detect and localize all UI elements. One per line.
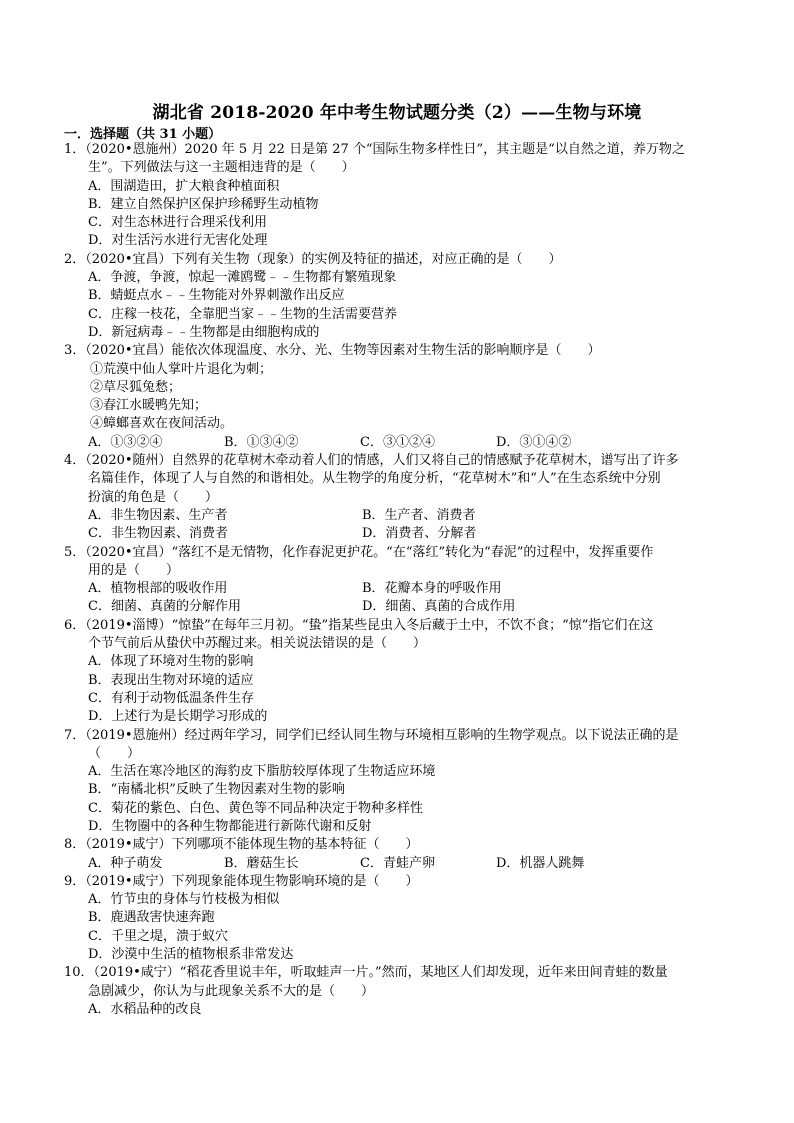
question-stem: 6．（2019•淄博）“惊蛰”在每年三月初。“蛰”指某些昆虫入冬后藏于土中，不饮不食；“惊”指它们在这 bbox=[64, 617, 654, 633]
option-c: C．千里之堤，溃于蚁穴 bbox=[88, 928, 228, 944]
section-heading: 一．选择题（共 31 小题） bbox=[64, 127, 222, 142]
statement-item: ③春江水暖鸭先知； bbox=[90, 398, 208, 414]
question-5 bbox=[64, 544, 734, 617]
option-b: B．①③④② bbox=[224, 434, 299, 450]
question-10 bbox=[64, 964, 734, 1019]
option-b: B．鹿遇敌害快速奔跑 bbox=[88, 910, 215, 926]
question-stem: 3．（2020•宜昌）能依次体现温度、水分、光、生物等因素对生物生活的影响顺序是（ ） bbox=[64, 343, 601, 359]
option-d: D．新冠病毒﹣﹣生物都是由细胞构成的 bbox=[88, 324, 320, 340]
option-c: C．对生态林进行合理采伐利用 bbox=[88, 215, 267, 231]
option-c: C．细菌、真菌的分解作用 bbox=[88, 599, 241, 615]
question-stem: （ ） bbox=[88, 745, 141, 761]
options-row bbox=[64, 507, 734, 525]
question-stem: 1．（2020•恩施州）2020 年 5 月 22 日是第 27 个“国际生物多样性日”，其主题是“以自然之道，养万物之 bbox=[64, 142, 685, 157]
option-c: C．庄稼一枝花，全靠肥当家﹣﹣生物的生活需要营养 bbox=[88, 306, 397, 322]
question-stem: 个节气前后从蛰伏中苏醒过来。相关说法错误的是（ ） bbox=[88, 636, 427, 652]
option-a: A．水稻品种的改良 bbox=[88, 1001, 202, 1017]
question-stem: 2．（2020•宜昌）下列有关生物（现象）的实例及特征的描述，对应正确的是（ ） bbox=[64, 251, 562, 267]
option-a: A．种子萌发 bbox=[88, 855, 163, 871]
option-c: C．非生物因素、消费者 bbox=[88, 526, 228, 542]
question-1 bbox=[64, 141, 734, 251]
option-a: A．生活在寒冷地区的海豹皮下脂肪较厚体现了生物适应环境 bbox=[88, 764, 436, 780]
question-stem: 9．（2019•咸宁）下列现象能体现生物影响环境的是（ ） bbox=[64, 873, 419, 889]
question-8 bbox=[64, 836, 734, 873]
option-a: A．争渡，争渡，惊起一滩鸥鹭﹣﹣生物都有繁殖现象 bbox=[88, 270, 397, 286]
option-a: A．植物根部的吸收作用 bbox=[88, 581, 228, 597]
question-6 bbox=[64, 617, 734, 727]
question-7 bbox=[64, 727, 734, 837]
question-stem: 名篇佳作，体现了人与自然的和谐相处。从生物学的角度分析，“花草树木”和“人”在生态系统中分别 bbox=[88, 471, 661, 487]
question-stem: 扮演的角色是（ ） bbox=[88, 489, 219, 505]
option-b: B．建立自然保护区保护珍稀野生动植物 bbox=[88, 196, 319, 212]
question-3 bbox=[64, 342, 734, 452]
option-d: D．对生活污水进行无害化处理 bbox=[88, 233, 268, 249]
option-a: A．①③②④ bbox=[88, 434, 163, 450]
option-b: B．“南橘北枳”反映了生物因素对生物的影响 bbox=[88, 782, 345, 798]
option-a: A．围湖造田，扩大粮食种植面积 bbox=[88, 178, 280, 194]
question-stem: 7．（2019•恩施州）经过两年学习，同学们已经认同生物与环境相互影响的生物学观点。以下说法正确的是 bbox=[64, 727, 679, 743]
question-2 bbox=[64, 251, 734, 342]
statement-item: ②草尽狐兔愁； bbox=[90, 379, 182, 395]
option-b: B．表现出生物对环境的适应 bbox=[88, 672, 254, 688]
question-stem: 急剧减少，你认为与此现象关系不大的是（ ） bbox=[88, 983, 375, 999]
question-stem: 4．（2020•随州）自然界的花草树木牵动着人们的情感，人们又将自己的情感赋予花草树木，谱写出了许多 bbox=[64, 453, 679, 469]
option-d: D．沙漠中生活的植物根系非常发达 bbox=[88, 947, 294, 963]
question-9 bbox=[64, 873, 734, 964]
option-c: C．青蛙产卵 bbox=[360, 855, 435, 871]
question-stem: 10．（2019•咸宁）“稻花香里说丰年，听取蛙声一片。”然而，某地区人们却发现，近年来田间青蛙的数量 bbox=[64, 965, 668, 981]
option-a: A．体现了环境对生物的影响 bbox=[88, 654, 254, 670]
option-b: B．花瓣本身的呼吸作用 bbox=[362, 581, 502, 597]
question-list bbox=[64, 141, 734, 1019]
option-b: B．蘑菇生长 bbox=[224, 855, 299, 871]
statement-item: ④蟑螂喜欢在夜间活动。 bbox=[90, 416, 234, 432]
option-d: D．③①④② bbox=[496, 434, 572, 450]
question-stem: 8．（2019•咸宁）下列哪项不能体现生物的基本特征（ ） bbox=[64, 837, 419, 853]
option-c: C．③①②④ bbox=[360, 434, 435, 450]
question-stem: 5．（2020•宜昌）“落红不是无情物，化作春泥更护花。“在“落红”转化为“春泥”的过程中，发挥重要作 bbox=[64, 544, 654, 560]
statement-item: ①荒漠中仙人掌叶片退化为刺； bbox=[90, 361, 273, 377]
option-d: D．消费者、分解者 bbox=[362, 526, 477, 542]
option-b: B．生产者、消费者 bbox=[362, 507, 476, 523]
option-d: D．上述行为是长期学习形成的 bbox=[88, 709, 268, 725]
question-stem: 用的是（ ） bbox=[88, 562, 180, 578]
options-row bbox=[64, 580, 734, 598]
options-row bbox=[64, 525, 734, 543]
question-stem: 生”。下列做法与这一主题相违背的是（ ） bbox=[88, 160, 355, 176]
option-c: C．有利于动物低温条件生存 bbox=[88, 690, 254, 706]
options-row bbox=[64, 855, 734, 873]
option-a: A．竹节虫的身体与竹枝极为相似 bbox=[88, 892, 280, 908]
option-d: D．生物圈中的各种生物都能进行新陈代谢和反射 bbox=[88, 818, 372, 834]
option-d: D．机器人跳舞 bbox=[496, 855, 585, 871]
option-d: D．细菌、真菌的合成作用 bbox=[362, 599, 516, 615]
option-b: B．蜻蜓点水﹣﹣生物能对外界刺激作出反应 bbox=[88, 288, 345, 304]
question-4 bbox=[64, 452, 734, 543]
document-title: 湖北省 2018-2020 年中考生物试题分类（2）——生物与环境 bbox=[152, 103, 642, 123]
option-c: C．菊花的紫色、白色、黄色等不同品种决定于物种多样性 bbox=[88, 800, 423, 816]
options-row bbox=[64, 434, 734, 452]
option-a: A．非生物因素、生产者 bbox=[88, 507, 228, 523]
options-row bbox=[64, 598, 734, 616]
